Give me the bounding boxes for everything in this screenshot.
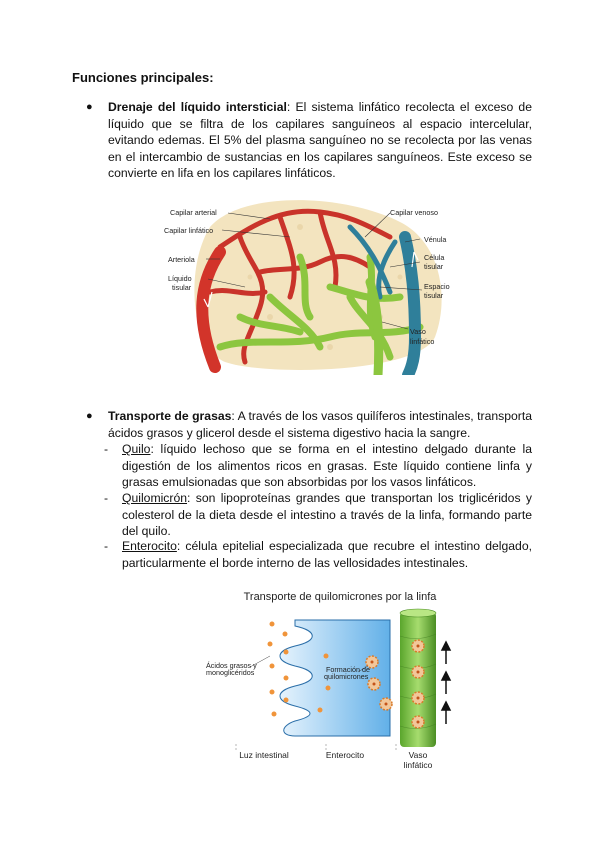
caption-luz: Luz intestinal [239, 750, 289, 760]
subitem-body: : líquido lechoso que se forma en el intestino delgado durante la digestión de los alimentos ricos en grasas. Este líquido contiene linfa y grasas emulsionadas que son absorbidas por los vasos linfáticos. [122, 442, 532, 490]
label-capilar-arterial: Capilar arterial [170, 208, 217, 217]
subitem-term: Quilomicrón [122, 491, 188, 505]
label-espacio-tisular: tisular [424, 291, 444, 300]
subitem-enterocito: - Enterocito: célula epitelial especializada que recubre el intestino delgado, particularmente el borde interno de las vellosidades intestinales. [104, 539, 532, 570]
subitem-term: Enterocito [122, 539, 177, 553]
subitem-term: Quilo [122, 442, 151, 456]
capillary-bed-figure [150, 197, 470, 375]
label-vaso-linfatico: linfático [410, 337, 435, 346]
bullet-body: : A través de los vasos quilíferos intestinales, transporta ácidos grasos y glicerol desde el sistema digestivo hacia la sangre. [108, 409, 532, 440]
subitem-quilo: - Quilo: líquido lechoso que se forma en el intestino delgado durante la digestión de los alimentos ricos en grasas. Este líquido contiene linfa y grasas emulsionadas que son absorbidas por los vasos linfáticos. [104, 442, 532, 490]
label-liquido: Líquido [168, 274, 192, 283]
bullet-dot: ● [86, 410, 93, 422]
bullet-transporte [86, 408, 532, 441]
label-vaso: Vaso [410, 327, 426, 336]
flow-arrows [442, 642, 450, 724]
bullet-body: : El sistema linfático recolecta el exceso de líquido que se filtra de los capilares sanguíneos al espacio intercelular, evitando edemas. El 5% del plasma sanguíneo no se recolecta por las venas en el intercambio de sustancias en los capilares sanguíneos. Este exceso se convierte en lifa en los capilares linfáticos. [108, 100, 532, 181]
bullet-term: Transporte de grasas [108, 409, 232, 423]
label-capilar-linfatico: Capilar linfático [164, 226, 214, 235]
subitem-quilomicron: - Quilomicrón: son lipoproteínas grandes que transportan los triglicéridos y colesterol de la dieta desde el intestino a través de la linfa, formando parte del quilo. [104, 491, 532, 539]
label-acidos: Ácidos grasos y [206, 661, 257, 670]
label-monogliceridos: monoglicéridos [206, 668, 255, 677]
label-formacion: Formación de [326, 665, 370, 674]
bullet-dot: ● [86, 101, 93, 113]
label-capilar-venoso: Capilar venoso [390, 208, 438, 217]
figure-title: Transporte de quilomicrones por la linfa [243, 591, 437, 603]
bullet-term: Drenaje del líquido intersticial [108, 100, 287, 114]
chylomicron-figure [200, 586, 480, 772]
caption-vaso-linfatico: linfático [403, 760, 433, 770]
section-heading: Funciones principales: [72, 70, 214, 85]
subitem-body: : célula epitelial especializada que recubre el intestino delgado, particularmente el borde interno de las vellosidades intestinales. [122, 539, 532, 570]
label-venula: Vénula [424, 235, 447, 244]
caption-vaso: Vaso [408, 750, 428, 760]
label-tisular: tisular [172, 283, 192, 292]
bullet-drenaje [86, 99, 532, 182]
caption-enterocito: Enterocito [325, 750, 365, 760]
label-arteriola: Arteriola [168, 255, 195, 264]
label-espacio: Espacio [424, 282, 450, 291]
subitem-body: : son lipoproteínas grandes que transportan los triglicéridos y colesterol de la dieta desde el intestino a través de la linfa, formando parte del quilo. [122, 491, 532, 539]
label-quilomicrones: quilomicrones [324, 672, 369, 681]
label-celula: Célula [424, 253, 445, 262]
label-celula-tisular: tisular [424, 262, 444, 271]
